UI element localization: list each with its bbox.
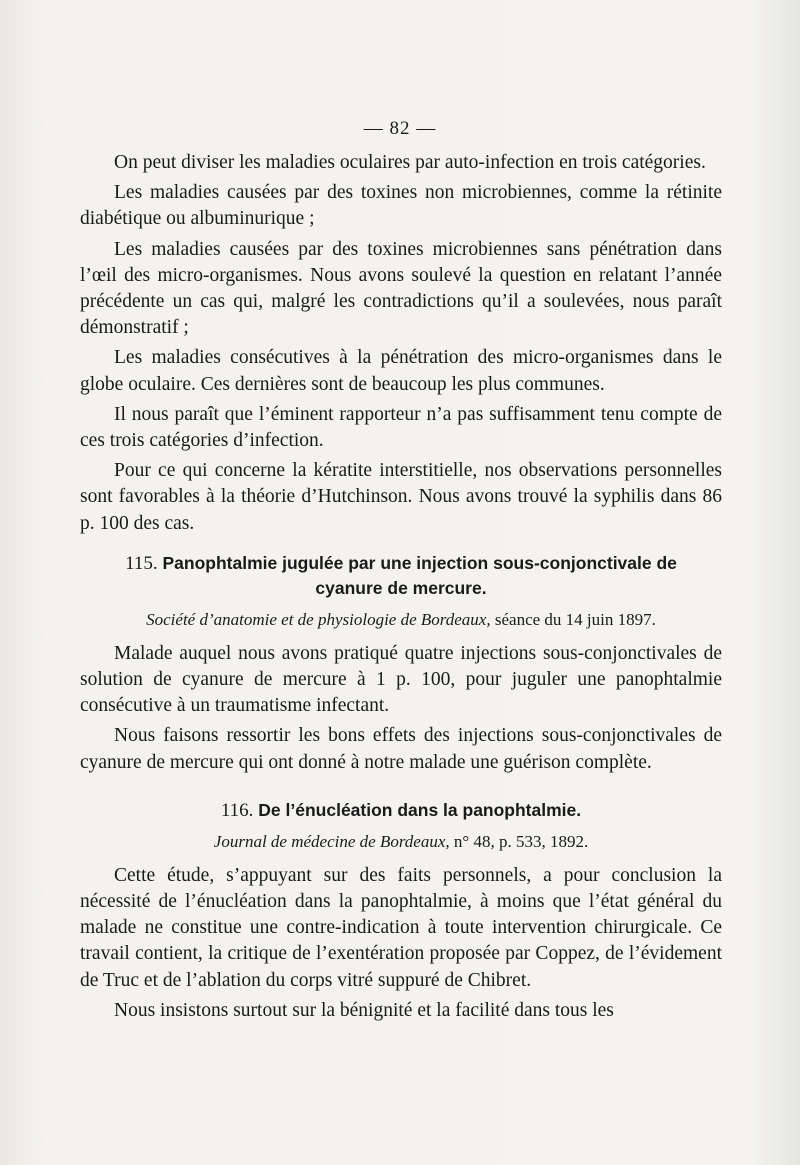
paragraph: Les maladies causées par des toxines microbiennes sans pénétration dans l’œil des micro-organismes. Nous avons soulevé la question en relatant l’année précédente un cas qui, malgré les contradictions qu’il a soulevées, nous paraît démonstratif ; bbox=[80, 238, 722, 339]
section-number: 115. bbox=[125, 552, 158, 574]
page-content bbox=[80, 150, 722, 1024]
paragraph: Les maladies causées par des toxines non microbiennes, comme la rétinite diabétique ou albuminurique ; bbox=[80, 182, 722, 230]
paragraph: Les maladies consécutives à la pénétration des micro-organismes dans le globe oculaire. Ces dernières sont de beaucoup les plus communes. bbox=[80, 347, 722, 395]
section-number: 116. bbox=[220, 799, 254, 821]
paragraph: Nous insistons surtout sur la bénignité et la facilité dans tous les bbox=[114, 999, 614, 1021]
journal-name: Société d’anatomie et de physiologie de Bordeaux, bbox=[146, 609, 491, 629]
source-citation bbox=[80, 607, 722, 633]
paragraph: Nous faisons ressortir les bons effets des injections sous-conjonctivales de cyanure de mercure qui ont donné à notre malade une guérison complète. bbox=[80, 725, 722, 773]
journal-name: Journal de médecine de Bordeaux, bbox=[213, 831, 450, 851]
paragraph: Pour ce qui concerne la kératite interstitielle, nos observations personnelles sont favorables à la théorie d’Hutchinson. Nous avons trouvé la syphilis dans 86 p. 100 des cas. bbox=[80, 460, 722, 534]
paragraph: On peut diviser les maladies oculaires par auto-infection en trois catégories. bbox=[114, 152, 706, 173]
intro-section bbox=[80, 150, 722, 537]
section-116 bbox=[80, 798, 722, 1024]
page-number: — 82 — bbox=[363, 118, 437, 139]
source-citation bbox=[80, 829, 722, 855]
section-heading bbox=[80, 551, 722, 601]
section-heading bbox=[80, 798, 722, 823]
section-title: De l’énucléation dans la panophtalmie. bbox=[258, 799, 582, 820]
citation-details: n° 48, p. 533, 1892. bbox=[453, 831, 589, 851]
paragraph: Il nous paraît que l’éminent rapporteur n’a pas suffisamment tenu compte de ces trois catégories d’infection. bbox=[80, 403, 722, 452]
section-115 bbox=[80, 551, 722, 776]
paragraph: Malade auquel nous avons pratiqué quatre injections sous-conjonctivales de solution de cyanure de mercure à 1 p. 100, pour juguler une panophtalmie consécutive à un traumatisme infectant. bbox=[80, 642, 722, 717]
citation-details: séance du 14 juin 1897. bbox=[494, 609, 656, 629]
section-title: Panophtalmie jugulée par une injection sous-conjonctivale de cyanure de mercure. bbox=[162, 552, 677, 598]
paragraph: Cette étude, s’appuyant sur des faits personnels, a pour conclusion la nécessité de l’énucléation dans la panophtalmie, à moins que l’état général du malade ne constitue une contre-indication à toute intervention chirurgicale. Ce travail contient, la critique de l’exentération proposée par Coppez, de l’évidement de Truc et de l’ablation du corps vitré suppuré de Chibret. bbox=[80, 864, 722, 991]
